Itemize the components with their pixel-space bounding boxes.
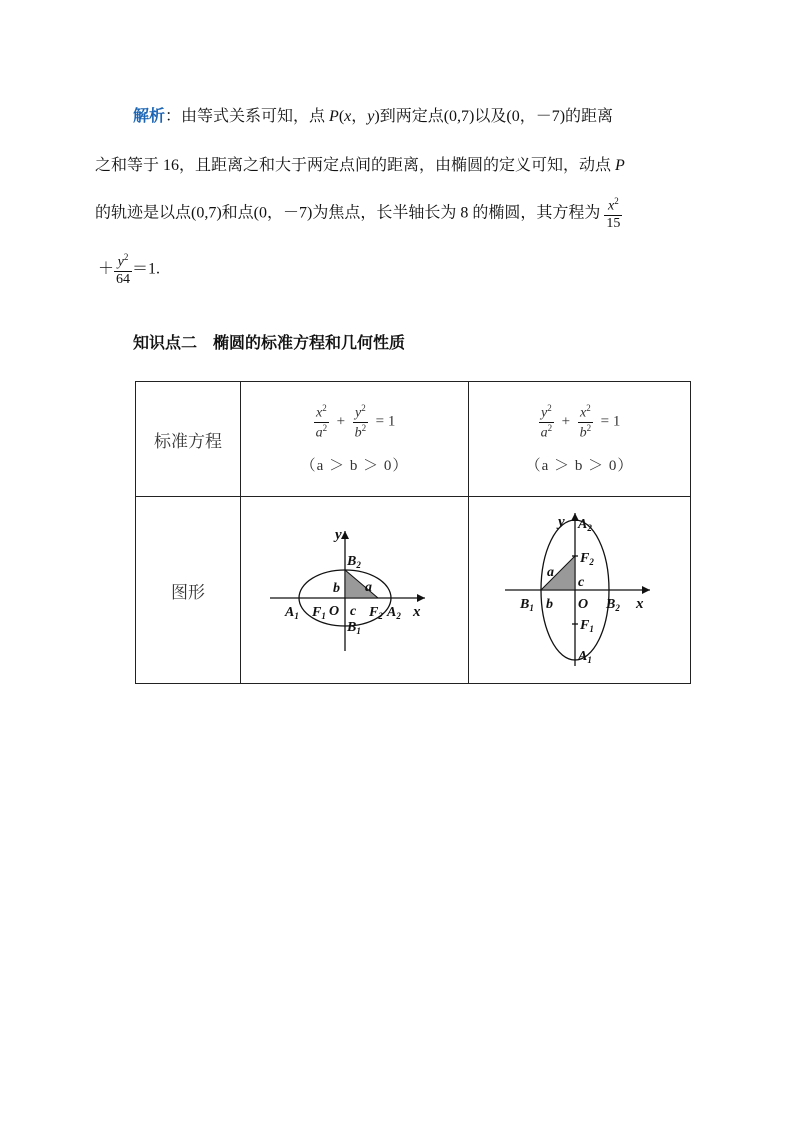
svg-text:O: O <box>577 596 588 612</box>
svg-text:y: y <box>557 513 565 530</box>
svg-text:A1: $A_1$ <box>284 604 299 621</box>
svg-text:a: a <box>364 579 372 595</box>
svg-text:A1: $A_1$ <box>577 648 592 665</box>
fraction-x2-15: $\frac{x^2}{15}$ <box>606 196 621 231</box>
svg-text:b: b <box>545 596 553 612</box>
condition-horizontal: （a ＞ b ＞ 0） <box>300 457 409 474</box>
svg-text:F2: $F_2$ <box>579 550 594 567</box>
solution-line-3: 的轨迹是以点(0,7)和点(0，－7)为焦点，长半轴长为 8 的椭圆，其方程为 $\frac{x^2}{15}$ <box>95 196 621 231</box>
svg-text:y: y <box>334 526 342 543</box>
row-label-standard-equation: 标准方程 <box>136 382 241 497</box>
svg-text:F2: $F_2$ <box>368 604 383 621</box>
equation-horizontal: $\frac{x^2}{a^2}$ + $\frac{y^2}{b^2}$ = 1 （a ＞ b ＞ 0） <box>241 382 469 497</box>
svg-text:B1: $B_1$ <box>519 596 534 613</box>
horizontal-ellipse-figure <box>265 523 445 653</box>
section-heading: 知识点二 椭圆的标准方程和几何性质 <box>133 333 406 352</box>
svg-text:B2: $B_2$ <box>346 553 361 570</box>
svg-text:A2: $A_2$ <box>386 604 401 621</box>
svg-text:a: a <box>546 564 554 580</box>
solution-label: 解析 <box>133 106 166 125</box>
svg-text:b: b <box>332 580 340 596</box>
svg-text:O: O <box>328 603 339 619</box>
solution-line-1: 解析：由等式关系可知，点 P(x，y)到两定点(0,7)以及(0，－7)的距离 <box>133 106 614 125</box>
fraction-y2-64: $\frac{y^2}{64}$ <box>116 252 131 287</box>
figure-vertical-cell <box>469 497 691 684</box>
svg-text:c: c <box>349 603 356 619</box>
svg-text:c: c <box>577 574 584 590</box>
solution-line-2: 之和等于 16，且距离之和大于两定点间的距离，由椭圆的定义可知，动点 P <box>95 157 625 174</box>
table-row-equation <box>136 382 691 497</box>
solution-line-4: ＋ $\frac{y^2}{64}$ ＝1. <box>98 252 161 287</box>
svg-text:x: x <box>635 595 643 612</box>
row-label-figure: 图形 <box>136 497 241 684</box>
svg-text:B1: $B_1$ <box>346 619 361 636</box>
ellipse-properties-table <box>135 381 691 684</box>
equation-vertical: $\frac{y^2}{a^2}$ + $\frac{x^2}{b^2}$ = 1 （a ＞ b ＞ 0） <box>469 382 691 497</box>
table-row-figure <box>136 497 691 684</box>
svg-text:F1: $F_1$ <box>579 617 594 634</box>
vertical-ellipse-figure <box>500 508 660 668</box>
figure-horizontal-cell <box>241 497 469 684</box>
condition-vertical: （a ＞ b ＞ 0） <box>525 457 634 474</box>
svg-text:F1: $F_1$ <box>311 604 326 621</box>
svg-text:B2: $B_2$ <box>605 596 620 613</box>
svg-text:A2: $A_2$ <box>577 516 592 533</box>
svg-text:x: x <box>412 603 420 620</box>
